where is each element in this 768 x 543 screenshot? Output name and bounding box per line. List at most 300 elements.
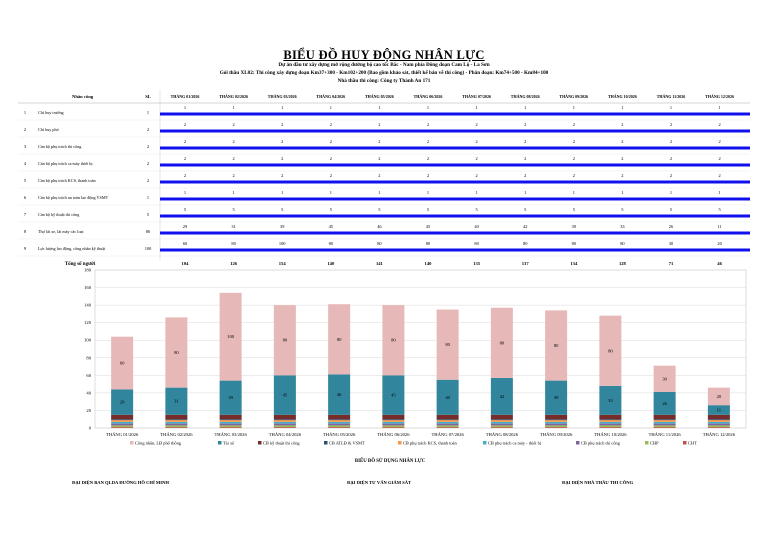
bar-segment — [708, 420, 730, 422]
legend-label: CB phụ trách KCS, thanh toán — [403, 440, 457, 446]
row-value: 2 — [281, 156, 284, 161]
row-value: 2 — [524, 156, 527, 161]
bar-segment — [328, 427, 350, 428]
bar-segment — [545, 420, 567, 422]
row-value: 2 — [426, 173, 430, 178]
row-value: 2 — [329, 173, 332, 178]
row-value: 2 — [475, 122, 478, 127]
bar-segment — [654, 427, 676, 428]
row-value: 1 — [718, 190, 721, 195]
bar-segment — [274, 415, 296, 419]
row-value: 80 — [474, 241, 479, 246]
bar-segment — [111, 415, 133, 419]
row-value: 1 — [281, 190, 284, 195]
bar-segment — [599, 422, 621, 424]
bar-segment — [382, 425, 404, 427]
row-qty: 100 — [144, 246, 152, 251]
row-value: 1 — [281, 105, 284, 110]
row-value: 5 — [524, 207, 527, 212]
row-value: 2 — [572, 156, 575, 161]
row-number: 4 — [23, 161, 27, 166]
bar-segment — [220, 420, 242, 422]
bar-segment — [491, 420, 513, 422]
bar-segment — [220, 425, 242, 427]
data-label: 40 — [445, 394, 450, 400]
row-value: 5 — [426, 207, 430, 212]
row-value: 1 — [669, 190, 673, 195]
row-value: 1 — [378, 190, 381, 195]
row-value: 2 — [669, 156, 673, 161]
bar-segment — [599, 420, 621, 422]
row-value: 33 — [620, 224, 625, 229]
row-value: 2 — [621, 122, 624, 127]
row-value: 1 — [621, 190, 624, 195]
row-value: 30 — [668, 241, 674, 246]
total-value: 135 — [473, 261, 481, 266]
x-tick-label: THÁNG 05/2026 — [322, 432, 356, 437]
row-value: 80 — [523, 241, 528, 246]
bar-segment — [328, 422, 350, 424]
row-number: 8 — [23, 229, 27, 234]
bar-segment — [111, 420, 133, 422]
x-tick-label: THÁNG 07/2026 — [431, 432, 464, 437]
month-header: THÁNG 10/2026 — [608, 94, 637, 99]
row-value: 80 — [571, 241, 576, 246]
y-tick-label: 140 — [84, 302, 91, 308]
bar-segment — [599, 419, 621, 420]
bar-segment — [708, 425, 730, 427]
row-qty: 5 — [146, 212, 150, 217]
row-value: 2 — [232, 173, 235, 178]
row-number: 5 — [23, 178, 27, 183]
signature-owner: ĐẠI DIỆN BAN QLDA ĐƯỜNG HỒ CHÍ MINH — [72, 480, 169, 485]
row-value: 2 — [378, 156, 381, 161]
row-value: 20 — [717, 241, 722, 246]
total-value: 104 — [181, 261, 189, 266]
x-tick-label: THÁNG 11/2026 — [648, 432, 681, 437]
bar-segment — [491, 419, 513, 420]
data-label: 100 — [227, 334, 235, 340]
row-value: 2 — [669, 139, 673, 144]
row-value: 5 — [475, 207, 478, 212]
row-value: 2 — [572, 122, 575, 127]
bar-segment — [220, 415, 242, 419]
row-value: 2 — [718, 122, 721, 127]
data-label: 45 — [391, 392, 396, 398]
bar-segment — [437, 425, 459, 427]
bar-segment — [274, 425, 296, 427]
row-qty: 1 — [146, 110, 150, 115]
total-value: 140 — [327, 261, 335, 266]
row-value: 5 — [232, 207, 235, 212]
month-header: THÁNG 04/2026 — [316, 94, 346, 99]
bar-segment — [437, 415, 459, 419]
data-label: 80 — [174, 350, 179, 356]
bar-segment — [165, 422, 187, 424]
data-label: 11 — [716, 407, 722, 413]
x-tick-label: THÁNG 10/2026 — [594, 432, 627, 437]
row-value: 2 — [378, 173, 381, 178]
row-value: 29 — [182, 224, 188, 229]
bar-segment — [382, 420, 404, 422]
row-value: 2 — [329, 139, 332, 144]
total-value: 141 — [375, 261, 383, 266]
row-value: 1 — [572, 190, 575, 195]
header-personnel: Nhân công — [72, 94, 94, 99]
bar-segment — [328, 424, 350, 426]
data-label: 31 — [174, 398, 179, 404]
legend-label: CHT — [688, 440, 697, 446]
data-label: 33 — [608, 397, 613, 403]
x-tick-label: THÁNG 09/2026 — [539, 432, 573, 437]
data-label: 29 — [119, 399, 125, 405]
page-title: BIỂU ĐỒ HUY ĐỘNG NHÂN LỰC — [283, 48, 485, 62]
row-value: 2 — [183, 139, 187, 144]
bar-segment — [111, 422, 133, 424]
row-value: 2 — [329, 122, 332, 127]
bar-segment — [708, 427, 730, 428]
row-value: 2 — [183, 122, 187, 127]
bar-segment — [274, 419, 296, 420]
row-value: 2 — [426, 122, 430, 127]
row-value: 2 — [281, 173, 284, 178]
total-value: 46 — [717, 261, 722, 266]
row-value: 2 — [232, 156, 235, 161]
chart-title: BIỂU ĐỒ SỬ DỤNG NHÂN LỰC — [354, 459, 426, 464]
bar-segment — [599, 427, 621, 428]
bar-segment — [599, 424, 621, 426]
bar-segment — [545, 427, 567, 428]
month-header: THÁNG 02/2026 — [219, 94, 248, 99]
row-value: 5 — [378, 207, 381, 212]
month-header: THÁNG 11/2026 — [656, 94, 686, 99]
legend-swatch — [483, 441, 487, 445]
data-label: 80 — [608, 348, 613, 354]
row-value: 2 — [572, 173, 575, 178]
bar-segment — [599, 425, 621, 427]
total-value: 154 — [278, 261, 286, 266]
row-value: 2 — [378, 139, 381, 144]
row-value: 1 — [475, 190, 478, 195]
bar-segment — [328, 419, 350, 420]
row-value: 5 — [329, 207, 332, 212]
data-label: 80 — [391, 337, 396, 343]
bar-segment — [545, 415, 567, 419]
bar-segment — [382, 424, 404, 426]
plot-area — [95, 270, 746, 428]
y-tick-label: 80 — [86, 355, 91, 361]
y-tick-label: 160 — [84, 285, 91, 291]
data-label: 26 — [662, 400, 667, 406]
row-value: 1 — [524, 105, 527, 110]
bar-segment — [491, 424, 513, 426]
row-name: Chỉ huy trưởng — [38, 110, 64, 115]
row-value: 2 — [669, 173, 673, 178]
bar-segment — [382, 422, 404, 424]
legend-label: CB phụ trách thi công — [581, 440, 620, 446]
y-tick-label: 20 — [86, 407, 91, 413]
data-label: 80 — [499, 340, 505, 346]
bar-segment — [165, 425, 187, 427]
bar-segment — [654, 420, 676, 422]
bar-segment — [111, 419, 133, 420]
legend-swatch — [258, 441, 262, 445]
row-value: 80 — [231, 241, 236, 246]
row-name: Cán bộ phụ trách KCS, thanh toán — [38, 178, 96, 183]
bar-segment — [545, 422, 567, 424]
bar-segment — [437, 422, 459, 424]
package-line: Gói thầu XL02: Thi công xây dựng đoạn Km37+300 - Km102+200 (Bao gồm khảo sát, thiết kế bản vẽ thi công) - Phân đoạn: Km74+500 - Km84+100 — [219, 70, 549, 76]
row-value: 2 — [183, 156, 187, 161]
row-value: 5 — [183, 207, 187, 212]
y-tick-label: 0 — [88, 425, 91, 431]
row-value: 1 — [572, 105, 575, 110]
row-value: 2 — [621, 173, 624, 178]
legend-swatch — [324, 441, 328, 445]
signature-contractor: ĐẠI DIỆN NHÀ THẦU THI CÔNG — [562, 480, 634, 485]
total-label: Tổng số người — [64, 262, 96, 267]
bar-segment — [545, 424, 567, 426]
x-tick-label: THÁNG 02/2026 — [160, 432, 193, 437]
bar-segment — [654, 422, 676, 424]
bar-segment — [437, 419, 459, 420]
legend-label: Tài xế — [223, 440, 235, 446]
legend-swatch — [398, 441, 402, 445]
bar-segment — [111, 424, 133, 426]
month-header: THÁNG 08/2026 — [510, 94, 540, 99]
data-label: 20 — [716, 393, 722, 399]
bar-segment — [220, 424, 242, 426]
row-value: 1 — [669, 105, 673, 110]
row-value: 1 — [183, 105, 187, 110]
bar-segment — [382, 427, 404, 428]
bar-segment — [220, 419, 242, 420]
row-name: Lực lượng lao động, công nhân kỹ thuật — [38, 246, 106, 251]
row-name: Cán bộ kỹ thuật thi công — [38, 212, 80, 217]
x-tick-label: THÁNG 03/2026 — [214, 432, 247, 437]
row-value: 1 — [183, 190, 187, 195]
y-tick-label: 120 — [84, 320, 91, 326]
total-value: 71 — [668, 261, 674, 266]
bar-segment — [165, 419, 187, 420]
row-value: 2 — [524, 122, 527, 127]
row-value: 80 — [328, 241, 333, 246]
row-value: 1 — [232, 105, 235, 110]
row-number: 2 — [23, 127, 27, 132]
data-label: 60 — [119, 360, 125, 366]
row-value: 45 — [328, 224, 333, 229]
bar-segment — [708, 415, 730, 419]
row-name: Cán bộ phụ trách ca máy thiết bị — [38, 161, 93, 166]
y-tick-label: 40 — [86, 390, 91, 396]
x-tick-label: THÁNG 04/2026 — [268, 432, 302, 437]
row-value: 2 — [621, 156, 624, 161]
row-value: 80 — [425, 241, 431, 246]
row-value: 31 — [231, 224, 236, 229]
data-label: 39 — [553, 395, 559, 401]
row-value: 11 — [717, 224, 722, 229]
bar-segment — [708, 424, 730, 426]
bar-segment — [274, 427, 296, 428]
row-value: 5 — [621, 207, 624, 212]
row-qty: 86 — [145, 229, 151, 234]
month-header: THÁNG 05/2026 — [365, 94, 394, 99]
row-name: Cán bộ phụ trách an toàn lao động VSMT — [38, 195, 109, 200]
row-value: 2 — [232, 122, 235, 127]
bar-segment — [437, 424, 459, 426]
row-value: 1 — [329, 105, 332, 110]
row-value: 40 — [474, 224, 479, 229]
bar-segment — [708, 419, 730, 420]
row-value: 5 — [281, 207, 284, 212]
row-value: 2 — [475, 156, 478, 161]
row-value: 2 — [572, 139, 575, 144]
bar-segment — [274, 424, 296, 426]
row-value: 1 — [524, 190, 527, 195]
bar-segment — [111, 427, 133, 428]
row-value: 45 — [425, 224, 431, 229]
row-value: 26 — [668, 224, 674, 229]
row-number: 9 — [23, 246, 27, 251]
row-value: 5 — [718, 207, 721, 212]
row-value: 39 — [280, 224, 285, 229]
row-number: 3 — [23, 144, 27, 149]
x-tick-label: THÁNG 12/2026 — [702, 432, 736, 437]
signature-supervisor: ĐẠI DIỆN TƯ VẤN GIÁM SÁT — [347, 480, 412, 485]
row-number: 6 — [23, 195, 27, 200]
row-value: 2 — [524, 139, 527, 144]
bar-segment — [111, 425, 133, 427]
data-label: 42 — [499, 393, 505, 399]
month-header: THÁNG 09/2026 — [559, 94, 589, 99]
row-value: 2 — [378, 122, 381, 127]
row-value: 5 — [572, 207, 575, 212]
row-value: 2 — [475, 139, 478, 144]
row-value: 1 — [329, 190, 332, 195]
bar-segment — [654, 415, 676, 419]
total-value: 137 — [521, 261, 529, 266]
bar-segment — [328, 425, 350, 427]
bar-segment — [654, 424, 676, 426]
total-value: 140 — [424, 261, 432, 266]
row-qty: 1 — [146, 195, 150, 200]
row-value: 46 — [377, 224, 382, 229]
row-name: Cán bộ phụ trách thi công — [38, 144, 82, 149]
row-qty: 2 — [146, 178, 150, 183]
y-tick-label: 60 — [86, 372, 91, 378]
bar-segment — [491, 422, 513, 424]
row-value: 2 — [281, 139, 284, 144]
row-value: 2 — [183, 173, 187, 178]
row-value: 1 — [378, 105, 381, 110]
row-value: 1 — [621, 105, 624, 110]
row-name: Chỉ huy phó — [38, 127, 59, 132]
legend-swatch — [683, 441, 687, 445]
row-value: 1 — [426, 105, 430, 110]
row-value: 2 — [475, 173, 478, 178]
row-value: 2 — [232, 139, 235, 144]
bar-segment — [654, 425, 676, 427]
total-value: 128 — [618, 261, 626, 266]
month-header: THÁNG 03/2026 — [267, 94, 297, 99]
row-value: 2 — [524, 173, 527, 178]
row-value: 5 — [669, 207, 673, 212]
bar-segment — [328, 415, 350, 419]
x-tick-label: THÁNG 08/2026 — [485, 432, 519, 437]
row-qty: 2 — [146, 144, 150, 149]
data-label: 45 — [282, 392, 288, 398]
row-value: 2 — [669, 122, 673, 127]
y-tick-label: 100 — [84, 337, 91, 343]
legend-label: Công nhân, LĐ phổ thông — [135, 440, 181, 446]
bar-segment — [545, 425, 567, 427]
row-value: 1 — [475, 105, 478, 110]
bar-segment — [491, 425, 513, 427]
row-number: 1 — [23, 110, 27, 115]
row-value: 2 — [718, 139, 721, 144]
y-tick-label: 180 — [84, 267, 91, 273]
row-number: 7 — [23, 212, 27, 217]
legend-label: CHP — [650, 440, 659, 446]
row-value: 2 — [718, 173, 721, 178]
bar-segment — [165, 420, 187, 422]
bar-segment — [437, 427, 459, 428]
total-value: 126 — [230, 261, 238, 266]
row-value: 2 — [329, 156, 332, 161]
row-value: 2 — [718, 156, 721, 161]
legend-label: CB phụ trách ca máy - thiết bị — [488, 440, 542, 446]
x-tick-label: THÁNG 01/2026 — [105, 432, 139, 437]
row-qty: 2 — [146, 161, 150, 166]
month-header: THÁNG 07/2026 — [462, 94, 491, 99]
bar-segment — [545, 419, 567, 420]
bar-segment — [599, 415, 621, 419]
data-label: 80 — [445, 342, 450, 348]
data-label: 80 — [336, 336, 342, 342]
row-value: 42 — [523, 224, 528, 229]
bar-segment — [382, 415, 404, 419]
data-label: 80 — [282, 337, 288, 343]
legend-swatch — [130, 441, 134, 445]
row-name: Thợ lái xe, lái máy các loại — [38, 229, 84, 234]
row-value: 60 — [182, 241, 188, 246]
bar-segment — [220, 427, 242, 428]
legend-swatch — [218, 441, 222, 445]
total-value: 134 — [570, 261, 578, 266]
bar-segment — [708, 422, 730, 424]
bar-segment — [491, 427, 513, 428]
bar-segment — [382, 419, 404, 420]
month-header: THÁNG 12/2026 — [705, 94, 734, 99]
row-value: 1 — [232, 190, 235, 195]
data-label: 30 — [662, 376, 667, 382]
row-qty: 2 — [146, 127, 150, 132]
bar-segment — [165, 415, 187, 419]
contractor-line: Nhà thầu thi công: Công ty Thành An 171 — [337, 78, 431, 84]
row-value: 1 — [426, 190, 430, 195]
bar-segment — [328, 420, 350, 422]
legend-label: CB ATLĐ & VSMT — [329, 440, 365, 446]
header-qty: SL — [145, 94, 151, 99]
row-value: 80 — [377, 241, 382, 246]
month-header: THÁNG 06/2026 — [413, 94, 443, 99]
bar-segment — [220, 422, 242, 424]
x-tick-label: THÁNG 06/2026 — [377, 432, 410, 437]
legend-label: CB kỹ thuật thi công — [263, 440, 300, 446]
row-value: 2 — [426, 156, 430, 161]
bar-segment — [654, 419, 676, 420]
legend-swatch — [645, 441, 649, 445]
